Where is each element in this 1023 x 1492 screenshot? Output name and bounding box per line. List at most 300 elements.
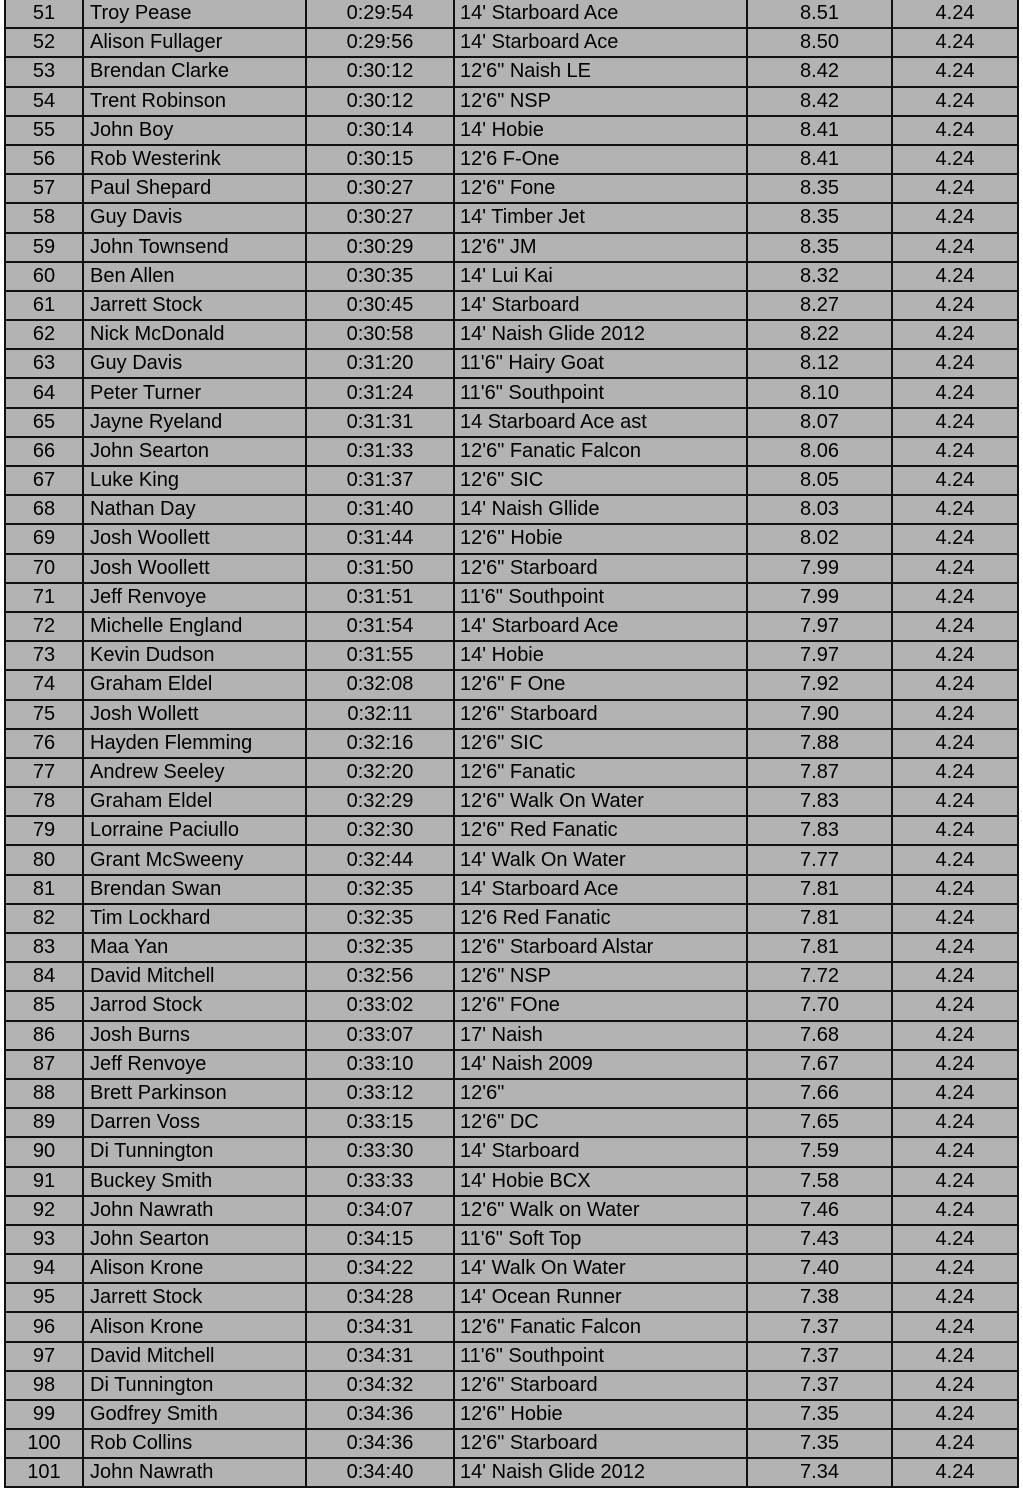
paddler-name-cell: Brett Parkinson bbox=[83, 1079, 306, 1108]
distance-cell: 4.24 bbox=[892, 0, 1017, 28]
table-row bbox=[6, 320, 1017, 349]
board-cell: 12'6 F-One bbox=[454, 145, 747, 174]
distance-cell: 4.24 bbox=[892, 612, 1017, 641]
time-cell: 0:34:31 bbox=[306, 1342, 454, 1371]
table-row bbox=[6, 554, 1017, 583]
table-row bbox=[6, 700, 1017, 729]
position-cell: 90 bbox=[6, 1137, 83, 1166]
position-cell: 97 bbox=[6, 1342, 83, 1371]
speed-cell: 8.50 bbox=[747, 28, 892, 57]
distance-cell: 4.24 bbox=[892, 787, 1017, 816]
board-cell: 14' Naish Glide 2012 bbox=[454, 1458, 747, 1486]
speed-cell: 8.41 bbox=[747, 145, 892, 174]
time-cell: 0:30:15 bbox=[306, 145, 454, 174]
table-row bbox=[6, 1312, 1017, 1341]
table-row bbox=[6, 262, 1017, 291]
position-cell: 62 bbox=[6, 320, 83, 349]
position-cell: 83 bbox=[6, 933, 83, 962]
board-cell: 11'6" Southpoint bbox=[454, 378, 747, 407]
table-row bbox=[6, 1429, 1017, 1458]
distance-cell: 4.24 bbox=[892, 1021, 1017, 1050]
paddler-name-cell: Lorraine Paciullo bbox=[83, 816, 306, 845]
distance-cell: 4.24 bbox=[892, 116, 1017, 145]
paddler-name-cell: Ben Allen bbox=[83, 262, 306, 291]
speed-cell: 7.92 bbox=[747, 670, 892, 699]
speed-cell: 8.27 bbox=[747, 291, 892, 320]
time-cell: 0:34:36 bbox=[306, 1400, 454, 1429]
paddler-name-cell: Graham Eldel bbox=[83, 787, 306, 816]
table-row bbox=[6, 1225, 1017, 1254]
distance-cell: 4.24 bbox=[892, 349, 1017, 378]
board-cell: 14' Naish Glide 2012 bbox=[454, 320, 747, 349]
position-cell: 80 bbox=[6, 845, 83, 874]
speed-cell: 7.70 bbox=[747, 991, 892, 1020]
table-row bbox=[6, 145, 1017, 174]
position-cell: 53 bbox=[6, 57, 83, 86]
board-cell: 12'6" NSP bbox=[454, 962, 747, 991]
table-row bbox=[6, 1458, 1017, 1486]
paddler-name-cell: David Mitchell bbox=[83, 1342, 306, 1371]
time-cell: 0:34:15 bbox=[306, 1225, 454, 1254]
speed-cell: 7.97 bbox=[747, 641, 892, 670]
paddler-name-cell: Darren Voss bbox=[83, 1108, 306, 1137]
paddler-name-cell: Andrew Seeley bbox=[83, 758, 306, 787]
distance-cell: 4.24 bbox=[892, 1050, 1017, 1079]
table-row bbox=[6, 583, 1017, 612]
time-cell: 0:30:35 bbox=[306, 262, 454, 291]
paddler-name-cell: Paul Shepard bbox=[83, 174, 306, 203]
position-cell: 69 bbox=[6, 524, 83, 553]
board-cell: 14' Naish Gllide bbox=[454, 495, 747, 524]
table-row bbox=[6, 437, 1017, 466]
position-cell: 86 bbox=[6, 1021, 83, 1050]
paddler-name-cell: Guy Davis bbox=[83, 203, 306, 232]
paddler-name-cell: Rob Westerink bbox=[83, 145, 306, 174]
board-cell: 14' Walk On Water bbox=[454, 1254, 747, 1283]
position-cell: 89 bbox=[6, 1108, 83, 1137]
board-cell: 12'6'' Hobie bbox=[454, 524, 747, 553]
time-cell: 0:32:44 bbox=[306, 845, 454, 874]
position-cell: 81 bbox=[6, 875, 83, 904]
speed-cell: 7.81 bbox=[747, 875, 892, 904]
speed-cell: 7.37 bbox=[747, 1342, 892, 1371]
time-cell: 0:33:15 bbox=[306, 1108, 454, 1137]
position-cell: 79 bbox=[6, 816, 83, 845]
position-cell: 84 bbox=[6, 962, 83, 991]
position-cell: 57 bbox=[6, 174, 83, 203]
table-row bbox=[6, 1342, 1017, 1371]
table-row bbox=[6, 845, 1017, 874]
speed-cell: 7.35 bbox=[747, 1400, 892, 1429]
paddler-name-cell: Tim Lockhard bbox=[83, 904, 306, 933]
table-row bbox=[6, 57, 1017, 86]
board-cell: 12'6" Naish LE bbox=[454, 57, 747, 86]
position-cell: 92 bbox=[6, 1196, 83, 1225]
paddler-name-cell: Brendan Swan bbox=[83, 875, 306, 904]
speed-cell: 7.99 bbox=[747, 554, 892, 583]
board-cell: 12'6" Starboard bbox=[454, 700, 747, 729]
time-cell: 0:31:40 bbox=[306, 495, 454, 524]
speed-cell: 7.46 bbox=[747, 1196, 892, 1225]
distance-cell: 4.24 bbox=[892, 845, 1017, 874]
time-cell: 0:34:32 bbox=[306, 1371, 454, 1400]
speed-cell: 7.67 bbox=[747, 1050, 892, 1079]
speed-cell: 8.35 bbox=[747, 174, 892, 203]
paddler-name-cell: Rob Collins bbox=[83, 1429, 306, 1458]
table-row bbox=[6, 291, 1017, 320]
position-cell: 52 bbox=[6, 28, 83, 57]
paddler-name-cell: Graham Eldel bbox=[83, 670, 306, 699]
table-row bbox=[6, 1137, 1017, 1166]
speed-cell: 7.68 bbox=[747, 1021, 892, 1050]
paddler-name-cell: Nick McDonald bbox=[83, 320, 306, 349]
table-row bbox=[6, 233, 1017, 262]
speed-cell: 8.02 bbox=[747, 524, 892, 553]
table-row bbox=[6, 758, 1017, 787]
time-cell: 0:34:28 bbox=[306, 1283, 454, 1312]
paddler-name-cell: Troy Pease bbox=[83, 0, 306, 28]
distance-cell: 4.24 bbox=[892, 554, 1017, 583]
results-table-body bbox=[6, 0, 1017, 1487]
speed-cell: 7.77 bbox=[747, 845, 892, 874]
speed-cell: 8.35 bbox=[747, 203, 892, 232]
time-cell: 0:34:07 bbox=[306, 1196, 454, 1225]
distance-cell: 4.24 bbox=[892, 1225, 1017, 1254]
time-cell: 0:31:50 bbox=[306, 554, 454, 583]
paddler-name-cell: Jarrod Stock bbox=[83, 991, 306, 1020]
distance-cell: 4.24 bbox=[892, 495, 1017, 524]
table-row bbox=[6, 670, 1017, 699]
paddler-name-cell: Jeff Renvoye bbox=[83, 583, 306, 612]
table-row bbox=[6, 904, 1017, 933]
paddler-name-cell: Trent Robinson bbox=[83, 87, 306, 116]
time-cell: 0:32:29 bbox=[306, 787, 454, 816]
time-cell: 0:32:30 bbox=[306, 816, 454, 845]
position-cell: 82 bbox=[6, 904, 83, 933]
speed-cell: 7.58 bbox=[747, 1167, 892, 1196]
paddler-name-cell: John Searton bbox=[83, 437, 306, 466]
table-row bbox=[6, 787, 1017, 816]
distance-cell: 4.24 bbox=[892, 174, 1017, 203]
position-cell: 72 bbox=[6, 612, 83, 641]
paddler-name-cell: Michelle England bbox=[83, 612, 306, 641]
paddler-name-cell: Brendan Clarke bbox=[83, 57, 306, 86]
time-cell: 0:30:45 bbox=[306, 291, 454, 320]
board-cell: 14' Ocean Runner bbox=[454, 1283, 747, 1312]
paddler-name-cell: John Searton bbox=[83, 1225, 306, 1254]
board-cell: 11'6" Southpoint bbox=[454, 583, 747, 612]
distance-cell: 4.24 bbox=[892, 1167, 1017, 1196]
speed-cell: 8.42 bbox=[747, 87, 892, 116]
distance-cell: 4.24 bbox=[892, 524, 1017, 553]
board-cell: 12'6" Fanatic Falcon bbox=[454, 437, 747, 466]
time-cell: 0:33:30 bbox=[306, 1137, 454, 1166]
table-row bbox=[6, 87, 1017, 116]
position-cell: 93 bbox=[6, 1225, 83, 1254]
time-cell: 0:33:02 bbox=[306, 991, 454, 1020]
position-cell: 61 bbox=[6, 291, 83, 320]
speed-cell: 8.51 bbox=[747, 0, 892, 28]
paddler-name-cell: Josh Wollett bbox=[83, 700, 306, 729]
board-cell: 11'6" Southpoint bbox=[454, 1342, 747, 1371]
paddler-name-cell: Guy Davis bbox=[83, 349, 306, 378]
position-cell: 67 bbox=[6, 466, 83, 495]
speed-cell: 8.12 bbox=[747, 349, 892, 378]
position-cell: 55 bbox=[6, 116, 83, 145]
speed-cell: 7.40 bbox=[747, 1254, 892, 1283]
time-cell: 0:32:56 bbox=[306, 962, 454, 991]
time-cell: 0:30:14 bbox=[306, 116, 454, 145]
time-cell: 0:32:11 bbox=[306, 700, 454, 729]
board-cell: 12'6" Red Fanatic bbox=[454, 816, 747, 845]
distance-cell: 4.24 bbox=[892, 408, 1017, 437]
distance-cell: 4.24 bbox=[892, 1079, 1017, 1108]
distance-cell: 4.24 bbox=[892, 28, 1017, 57]
board-cell: 12'6" Walk on Water bbox=[454, 1196, 747, 1225]
position-cell: 87 bbox=[6, 1050, 83, 1079]
table-row bbox=[6, 466, 1017, 495]
speed-cell: 7.35 bbox=[747, 1429, 892, 1458]
board-cell: 12'6 Red Fanatic bbox=[454, 904, 747, 933]
distance-cell: 4.24 bbox=[892, 875, 1017, 904]
time-cell: 0:33:33 bbox=[306, 1167, 454, 1196]
board-cell: 12'6" DC bbox=[454, 1108, 747, 1137]
table-row bbox=[6, 349, 1017, 378]
paddler-name-cell: Alison Krone bbox=[83, 1254, 306, 1283]
board-cell: 14' Starboard Ace bbox=[454, 875, 747, 904]
time-cell: 0:31:24 bbox=[306, 378, 454, 407]
time-cell: 0:30:29 bbox=[306, 233, 454, 262]
distance-cell: 4.24 bbox=[935, 1461, 975, 1484]
time-cell: 0:32:08 bbox=[306, 670, 454, 699]
distance-cell: 4.24 bbox=[892, 962, 1017, 991]
table-row bbox=[6, 378, 1017, 407]
time-cell: 0:29:56 bbox=[306, 28, 454, 57]
distance-cell: 4.24 bbox=[892, 203, 1017, 232]
position-cell: 51 bbox=[6, 0, 83, 28]
time-cell: 0:31:55 bbox=[306, 641, 454, 670]
time-cell: 0:34:36 bbox=[306, 1429, 454, 1458]
time-cell: 0:30:27 bbox=[306, 203, 454, 232]
board-cell: 12'6'' Hobie bbox=[454, 1400, 747, 1429]
table-row bbox=[6, 1254, 1017, 1283]
position-cell: 58 bbox=[6, 203, 83, 232]
position-cell: 70 bbox=[6, 554, 83, 583]
board-cell: 12'6" SIC bbox=[454, 466, 747, 495]
position-cell: 73 bbox=[6, 641, 83, 670]
board-cell: 12'6" NSP bbox=[454, 87, 747, 116]
board-cell: 12'6" JM bbox=[454, 233, 747, 262]
distance-cell: 4.24 bbox=[892, 641, 1017, 670]
distance-cell: 4.24 bbox=[892, 1429, 1017, 1458]
position-cell: 96 bbox=[6, 1312, 83, 1341]
distance-cell: 4.24 bbox=[892, 1312, 1017, 1341]
table-row bbox=[6, 1079, 1017, 1108]
distance-cell: 4.24 bbox=[892, 991, 1017, 1020]
board-cell: 14' Hobie bbox=[454, 641, 747, 670]
distance-cell: 4.24 bbox=[892, 1400, 1017, 1429]
board-cell: 12'6" Starboard Alstar bbox=[454, 933, 747, 962]
table-row bbox=[6, 1400, 1017, 1429]
time-cell: 0:31:54 bbox=[306, 612, 454, 641]
table-row bbox=[6, 1196, 1017, 1225]
distance-cell: 4.24 bbox=[892, 1196, 1017, 1225]
table-row bbox=[6, 116, 1017, 145]
speed-cell: 7.88 bbox=[747, 729, 892, 758]
distance-cell: 4.24 bbox=[892, 233, 1017, 262]
position-cell: 63 bbox=[6, 349, 83, 378]
time-cell: 0:31:51 bbox=[306, 583, 454, 612]
position-cell: 75 bbox=[6, 700, 83, 729]
table-row bbox=[6, 1167, 1017, 1196]
speed-cell: 7.72 bbox=[747, 962, 892, 991]
board-cell: 14' Walk On Water bbox=[454, 845, 747, 874]
speed-cell: 7.65 bbox=[747, 1108, 892, 1137]
board-cell: 14' Timber Jet bbox=[454, 203, 747, 232]
table-row bbox=[6, 174, 1017, 203]
paddler-name-cell: Grant McSweeny bbox=[83, 845, 306, 874]
table-row bbox=[6, 962, 1017, 991]
paddler-name-cell: Alison Krone bbox=[83, 1312, 306, 1341]
paddler-name-cell: Nathan Day bbox=[83, 495, 306, 524]
paddler-name-cell: Jeff Renvoye bbox=[83, 1050, 306, 1079]
board-cell: 12'6" Fone bbox=[454, 174, 747, 203]
speed-cell: 8.10 bbox=[747, 378, 892, 407]
position-cell: 78 bbox=[6, 787, 83, 816]
position-cell: 54 bbox=[6, 87, 83, 116]
paddler-name-cell: Luke King bbox=[83, 466, 306, 495]
time-cell: 0:29:54 bbox=[306, 0, 454, 28]
speed-cell: 7.81 bbox=[747, 904, 892, 933]
time-cell: 0:32:35 bbox=[306, 875, 454, 904]
board-cell: 14' Starboard bbox=[454, 291, 747, 320]
board-cell: 14' Starboard Ace bbox=[454, 612, 747, 641]
board-cell: 12'6" FOne bbox=[454, 991, 747, 1020]
table-row bbox=[6, 28, 1017, 57]
paddler-name-cell: Josh Woollett bbox=[83, 524, 306, 553]
table-row bbox=[6, 729, 1017, 758]
table-row bbox=[6, 1371, 1017, 1400]
time-cell: 0:31:20 bbox=[306, 349, 454, 378]
time-cell: 0:33:07 bbox=[306, 1021, 454, 1050]
paddler-name-cell: Buckey Smith bbox=[83, 1167, 306, 1196]
speed-cell: 8.41 bbox=[747, 116, 892, 145]
distance-cell: 4.24 bbox=[892, 758, 1017, 787]
board-cell: 14' Lui Kai bbox=[454, 262, 747, 291]
time-cell: 0:31:44 bbox=[306, 524, 454, 553]
board-cell: 14' Starboard Ace bbox=[454, 28, 747, 57]
paddler-name-cell: Maa Yan bbox=[83, 933, 306, 962]
position-cell: 100 bbox=[6, 1429, 83, 1458]
time-cell: 0:32:35 bbox=[306, 904, 454, 933]
time-cell: 0:31:33 bbox=[306, 437, 454, 466]
distance-cell: 4.24 bbox=[892, 816, 1017, 845]
paddler-name-cell: Jarrett Stock bbox=[83, 291, 306, 320]
board-cell: 11'6" Hairy Goat bbox=[454, 349, 747, 378]
board-cell: 12'6" Starboard bbox=[454, 554, 747, 583]
position-cell: 74 bbox=[6, 670, 83, 699]
board-cell: 12'6" Starboard bbox=[454, 1371, 747, 1400]
speed-cell: 7.43 bbox=[747, 1225, 892, 1254]
speed-cell: 8.06 bbox=[747, 437, 892, 466]
board-cell: 17' Naish bbox=[454, 1021, 747, 1050]
speed-cell: 7.99 bbox=[747, 583, 892, 612]
paddler-name-cell: Josh Woollett bbox=[83, 554, 306, 583]
distance-cell: 4.24 bbox=[892, 1342, 1017, 1371]
speed-cell: 8.35 bbox=[747, 233, 892, 262]
position-cell: 65 bbox=[6, 408, 83, 437]
paddler-name-cell: Kevin Dudson bbox=[83, 641, 306, 670]
time-cell: 0:30:12 bbox=[306, 87, 454, 116]
paddler-name-cell: Alison Fullager bbox=[83, 28, 306, 57]
speed-cell: 7.66 bbox=[747, 1079, 892, 1108]
distance-cell: 4.24 bbox=[892, 57, 1017, 86]
table-row bbox=[6, 1108, 1017, 1137]
paddler-name-cell: Josh Burns bbox=[83, 1021, 306, 1050]
table-row bbox=[6, 991, 1017, 1020]
table-row bbox=[6, 612, 1017, 641]
position-cell: 66 bbox=[6, 437, 83, 466]
speed-cell: 8.03 bbox=[747, 495, 892, 524]
speed-cell: 7.87 bbox=[747, 758, 892, 787]
distance-cell: 4.24 bbox=[892, 1254, 1017, 1283]
results-sheet bbox=[4, 0, 1019, 1488]
time-cell: 0:34:31 bbox=[306, 1312, 454, 1341]
distance-cell: 4.24 bbox=[892, 437, 1017, 466]
board-cell: 12'6" Starboard bbox=[454, 1429, 747, 1458]
position-cell: 60 bbox=[6, 262, 83, 291]
speed-cell: 8.32 bbox=[747, 262, 892, 291]
table-row bbox=[6, 816, 1017, 845]
board-cell: 14' Hobie bbox=[454, 116, 747, 145]
paddler-name-cell: Godfrey Smith bbox=[83, 1400, 306, 1429]
speed-cell: 7.90 bbox=[747, 700, 892, 729]
board-cell: 12'6" Walk On Water bbox=[454, 787, 747, 816]
time-cell: 0:31:31 bbox=[306, 408, 454, 437]
table-row bbox=[6, 875, 1017, 904]
position-cell: 85 bbox=[6, 991, 83, 1020]
distance-cell: 4.24 bbox=[892, 1137, 1017, 1166]
paddler-name-cell: John Boy bbox=[83, 116, 306, 145]
position-cell: 76 bbox=[6, 729, 83, 758]
board-cell: 14' Starboard bbox=[454, 1137, 747, 1166]
speed-cell: 7.81 bbox=[747, 933, 892, 962]
time-cell: 0:30:58 bbox=[306, 320, 454, 349]
paddler-name-cell: Jayne Ryeland bbox=[83, 408, 306, 437]
position-cell: 101 bbox=[6, 1458, 83, 1486]
distance-cell: 4.24 bbox=[892, 1283, 1017, 1312]
distance-cell: 4.24 bbox=[892, 700, 1017, 729]
table-row bbox=[6, 524, 1017, 553]
paddler-name-cell: Di Tunnington bbox=[83, 1137, 306, 1166]
paddler-name-cell: Jarrett Stock bbox=[83, 1283, 306, 1312]
speed-cell: 7.34 bbox=[747, 1458, 892, 1486]
board-cell: 12'6" F One bbox=[454, 670, 747, 699]
distance-cell: 4.24 bbox=[892, 729, 1017, 758]
speed-cell: 7.37 bbox=[747, 1312, 892, 1341]
paddler-name-cell: Hayden Flemming bbox=[83, 729, 306, 758]
distance-cell: 4.24 bbox=[892, 466, 1017, 495]
speed-cell: 8.22 bbox=[747, 320, 892, 349]
results-table bbox=[6, 0, 1017, 1487]
distance-cell: 4.24 bbox=[892, 291, 1017, 320]
table-row bbox=[6, 1283, 1017, 1312]
time-cell: 0:30:27 bbox=[306, 174, 454, 203]
position-cell: 95 bbox=[6, 1283, 83, 1312]
paddler-name-cell: David Mitchell bbox=[83, 962, 306, 991]
time-cell: 0:33:10 bbox=[306, 1050, 454, 1079]
time-cell: 0:32:20 bbox=[306, 758, 454, 787]
